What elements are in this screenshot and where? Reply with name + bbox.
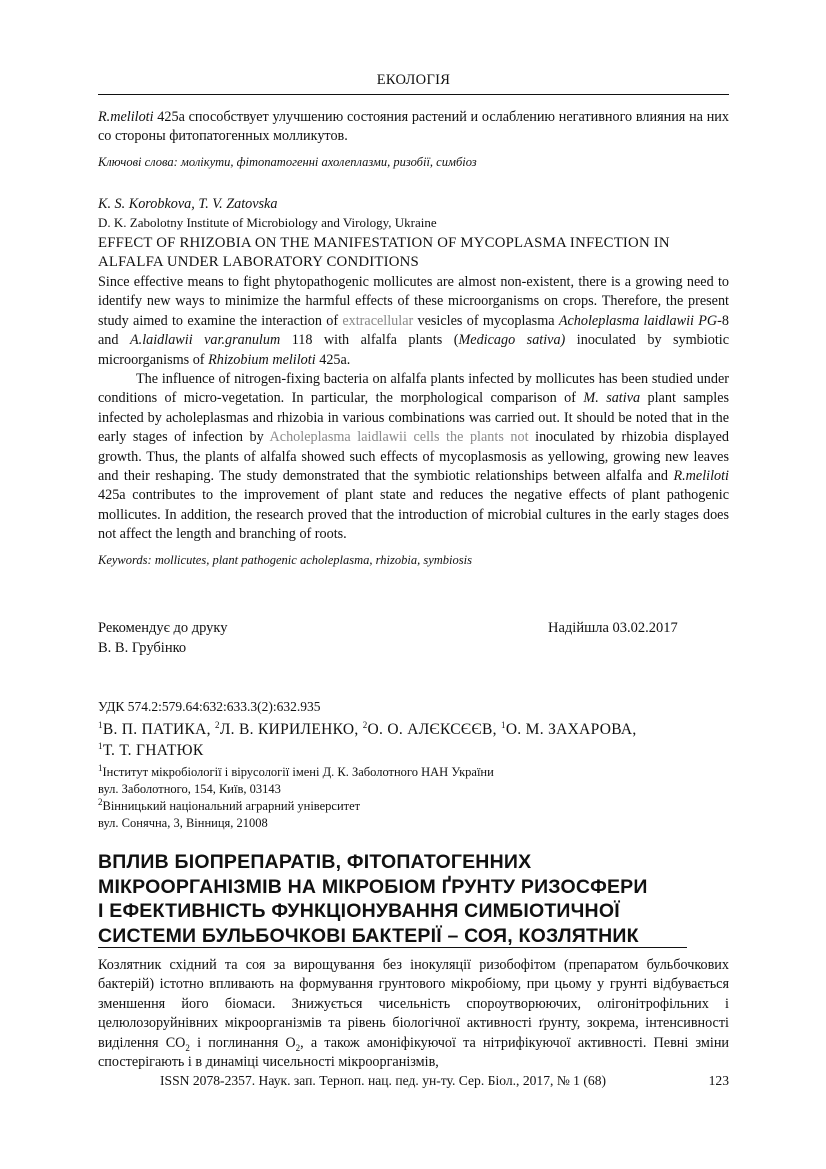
author-entry: $^2$О. О. АЛЄКСЄЄВ,: [362, 719, 501, 738]
en-abstract: [98, 273, 729, 545]
ua-article-title: ВПЛИВ БІОПРЕПАРАТІВ, ФІТОПАТОГЕННИХ МІКРООРГАНІЗМІВ НА МІКРОБІОМ ҐРУНТУ РИЗОСФЕРИ І ЕФЕКТИВНІСТЬ ФУНКЦІОНУВАННЯ СИМБІОТИЧНОЇ СИСТЕМИ БУЛЬБОЧКОВІ БАКТЕРІЇ – СОЯ, КОЗЛЯТНИК: [98, 850, 738, 948]
affiliation-2-address: вул. Сонячна, 3, Вінниця, 21008: [98, 816, 268, 830]
author-entry: $^2$Л. В. КИРИЛЕНКО,: [215, 719, 363, 738]
recommend-name: В. В. Грубінко: [98, 640, 187, 656]
ua-keywords: Ключові слова: молікути, фітопатогенні ахолеплазми, ризобії, симбіоз: [98, 155, 477, 169]
recommend-label: Рекомендує до друку: [98, 620, 228, 636]
header-rule: [98, 94, 729, 95]
section-header: ЕКОЛОГІЯ: [376, 72, 451, 88]
ua-authors: [98, 719, 738, 761]
en-affiliation: D. K. Zabolotny Institute of Microbiology and Virology, Ukraine: [98, 215, 437, 230]
en-authors: K. S. Korobkova, T. V. Zatovska: [98, 196, 278, 212]
ua-affiliations: [98, 764, 494, 832]
page-number: 123: [708, 1073, 729, 1088]
en-keywords: Keywords: mollicutes, plant pathogenic acholeplasma, rhizobia, symbiosis: [98, 553, 472, 567]
ru-abstract-end: R.meliloti 425а способствует улучшению состояния растений и ослаблению негативного влияния на них со стороны фитопатогенных молликутов.: [98, 109, 729, 145]
author-entry: $^1$В. П. ПАТИКА,: [98, 719, 216, 738]
footer-issn: ISSN 2078-2357. Наук. зап. Терноп. нац. пед. ун-ту. Сер. Біол., 2017, № 1 (68): [160, 1073, 607, 1088]
udc-code: УДК 574.2:579.64:632:633.3(2):632.935: [98, 699, 321, 714]
ua-authors-line2: $^1$Т. Т. ГНАТЮК: [98, 740, 204, 759]
received-date: Надійшла 03.02.2017: [548, 620, 678, 636]
affiliation-1: $^1$Інститут мікробіології і вірусології імені Д. К. Заболотного НАН України: [98, 762, 494, 779]
affiliation-1-address: вул. Заболотного, 154, Київ, 03143: [98, 782, 281, 796]
affiliation-2: $^2$Вінницький національний аграрний університет: [98, 796, 361, 813]
en-abstract-p2: The influence of nitrogen-fixing bacteria on alfalfa plants infected by mollicutes has been studied under conditions of micro-vegetation. In particular, the morphological comparison of M. sativa plant samples infected by acholeplasmas and rhizobia in various combinations was carried out. It should be noted that in the early stages of infection by Acholeplasma laidlawii cells the plants not inoculated by rhizobia displayed growth. Thus, the plants of alfalfa showed such effects of mycoplasmosis as yellowing, growing new leaves and their reshaping. The study demonstrated that the symbiotic relationships between alfalfa and R.meliloti 425a contributes to the improvement of plant state and reduces the negative effects of plant pathogenic mollicutes. In addition, the research proved that the introduction of microbial cultures in the early stages does not affect the length and branching of roots.: [98, 371, 730, 543]
ua-abstract: Козлятник східний та соя за вирощування без інокуляції ризобофітом (препаратом бульбочкових бактерій) істотно впливають на формування грунтового мікробіому, при цьому у грунті відбувається зменшення його біомаси. Знижується чисельність спороутворюючих, олігонітрофільних і целюлозоруйнівних мікроорганізмів та рівень біологічної активності ґрунту, зокрема, інтенсивності виділення $СО_2$ і поглинання $О_2$, а також амоніфікуючої та нітрифікуючої активності. Певні зміни спостерігають і в динаміці чисельності мікроорганізмів,: [98, 957, 730, 1071]
ua-authors-line1: [98, 719, 738, 740]
species-name: R.meliloti: [98, 109, 154, 125]
en-abstract-p1: Since effective means to fight phytopathogenic mollicutes are almost non-existent, there is a growing need to identify new ways to minimize the harmful effects of these microorganisms on crops. Therefore, the present study aimed to examine the interaction of extracellular vesicles of mycoplasma Acholeplasma laidlawii PG-8 and A.laidlawii var.granulum 118 with alfalfa plants (Medicago sativa) inoculated by symbiotic microorganisms of Rhizobium meliloti 425a.: [98, 274, 729, 368]
en-title: EFFECT OF RHIZOBIA ON THE MANIFESTATION OF MYCOPLASMA INFECTION IN ALFALFA UNDER LABORATORY CONDITIONS: [98, 235, 670, 270]
author-entry: $^1$О. М. ЗАХАРОВА,: [501, 719, 637, 738]
